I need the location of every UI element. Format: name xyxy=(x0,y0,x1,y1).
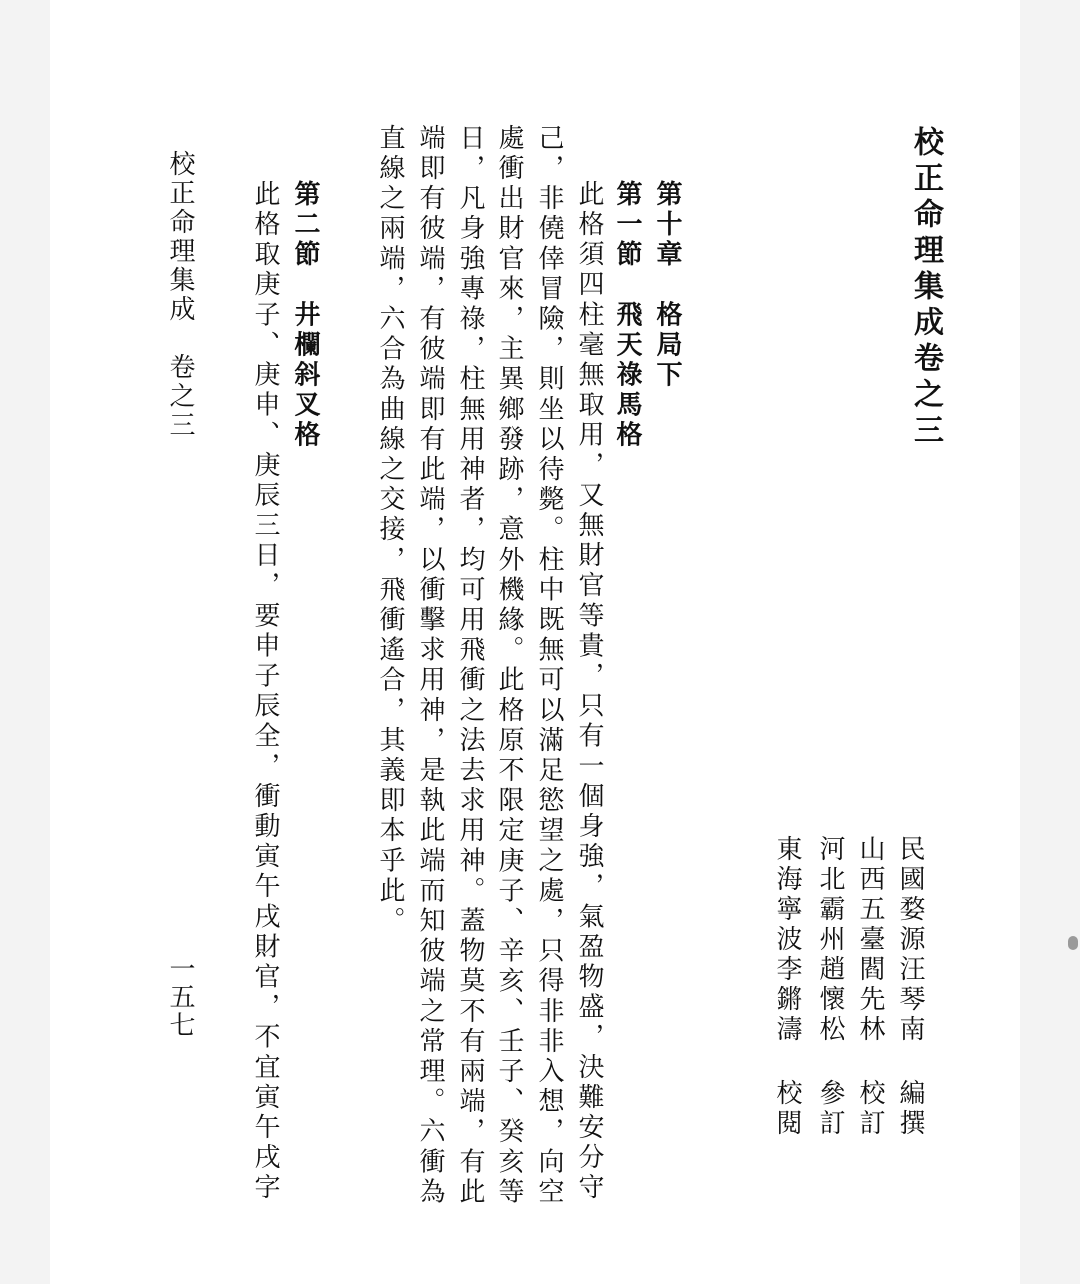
section1-line: 日，凡身強專祿，柱無用神者，均可用飛衝之法去求用神。蓋物莫不有兩端，有此 xyxy=(455,124,485,1208)
section2-line: 此格取庚子、庚申、庚辰三日，要申子辰全，衝動寅午戌財官，不宜寅午戌字 xyxy=(250,180,280,1204)
scrollbar-thumb[interactable] xyxy=(1068,936,1078,950)
credit-name: 河北霸州趙懷松 xyxy=(815,835,845,1045)
section1-line: 此格須四柱毫無取用，又無財官等貴，只有一個身強，氣盈物盛，決難安分守 xyxy=(574,180,604,1204)
section1-line: 直線之兩端，六合為曲線之交接，飛衝遙合，其義即本乎此。 xyxy=(375,124,405,937)
section1-line: 處衝出財官來，主異鄉發跡，意外機緣。此格原不限定庚子、辛亥、壬子、癸亥等 xyxy=(494,124,524,1208)
credit-compiler xyxy=(895,835,925,1139)
credit-name: 山西五臺閻先林 xyxy=(855,835,885,1045)
section2-heading: 第二節 井欄斜叉格 xyxy=(290,180,320,451)
section1-line: 己，非僥倖冒險，則坐以待斃。柱中既無可以滿足慾望之處，只得非非入想，向空 xyxy=(534,124,564,1208)
section1-line: 端即有彼端，有彼端即有此端，以衝擊求用神，是執此端而知彼端之常理。六衝為 xyxy=(415,124,445,1208)
credit-role: 編撰 xyxy=(895,1079,925,1139)
credit-role: 校訂 xyxy=(855,1079,885,1139)
credit-proofreader xyxy=(772,835,802,1139)
book-title: 校正命理集成卷之三 xyxy=(908,126,943,450)
credit-name: 東海寧波李鏘濤 xyxy=(772,835,802,1045)
credit-name: 民國婺源汪琴南 xyxy=(895,835,925,1045)
section1-heading: 第一節 飛天祿馬格 xyxy=(612,180,642,451)
page-number: 一五七 xyxy=(165,955,195,1039)
credit-role: 校閱 xyxy=(772,1079,802,1139)
credit-role: 參訂 xyxy=(815,1079,845,1139)
credit-co-reviser xyxy=(815,835,845,1139)
chapter-heading: 第十章 格局下 xyxy=(652,180,682,391)
book-page xyxy=(50,0,1020,1284)
credit-reviser xyxy=(855,835,885,1139)
margin-title: 校正命理集成 卷之三 xyxy=(165,150,195,440)
